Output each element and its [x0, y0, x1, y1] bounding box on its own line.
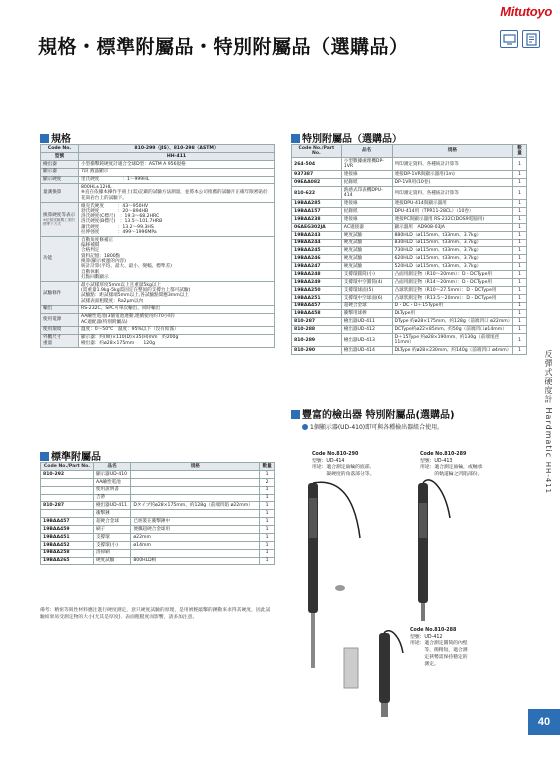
spec-value: 自動角度修補正 偏移補償 合格判定 資料記憶：1800點 換算(顯示被運的內容) 統計計算(平均、最大、最小、變幅、標準差) 自動休眠 打點回數顯示 [79, 237, 275, 282]
cell-name: 硬度試驗 [341, 231, 392, 239]
cell-spec: 已經裝在衝擊錘中 [131, 518, 260, 526]
cell-code: 19BAA457 [41, 518, 94, 526]
cell-name: 衝擊錘 [93, 510, 130, 518]
table-row [292, 278, 527, 286]
cell-spec: DLType用 [392, 310, 513, 318]
spec-label: 顯示硬度 [41, 176, 79, 184]
cell-spec: 連接DPU-414與顯示器用 [392, 200, 513, 208]
cell-code: 19BAA457 [292, 302, 342, 310]
detector-ud412-caption: Code No.810-288 型號：UD-412 用途：適合測定圓筒的內壁 等，簡稍短，適合測 定狹勢需保持穩定的 測定。 [410, 628, 468, 667]
cell-name: 超硬合金球 [93, 518, 130, 526]
cell-qty: 1 [260, 541, 275, 549]
spec-label: 換算硬度等表示 ※依照試驗機工業的標準下方式 [41, 202, 79, 236]
cell-qty: 1 [513, 286, 527, 294]
cell-name: 清掃刷 [93, 549, 130, 557]
std-acc-table [40, 462, 275, 565]
cell-code [41, 486, 94, 494]
cell-code: 19BAA250 [292, 286, 342, 294]
brand-logo: Mitutoyo [500, 4, 552, 19]
cell-spec: 列印測定資料、各種統計計算等 [392, 187, 513, 200]
spec-section-title: 規格 [40, 130, 71, 145]
cell-code: 19BAA258 [41, 549, 94, 557]
table-row [292, 286, 527, 294]
cell-code: 810-287 [292, 318, 342, 326]
table-row [292, 347, 527, 355]
cell-name: 硬度試驗 [341, 239, 392, 247]
cell-qty: 1 [260, 533, 275, 541]
table-row [292, 171, 527, 179]
cell-name: AA鹼性電池 [93, 478, 130, 486]
table-row [292, 208, 527, 216]
table-row [292, 302, 527, 310]
cell-code: 19BAA157 [292, 208, 342, 216]
spec-row [41, 160, 275, 168]
code-label: Code No. [41, 145, 79, 153]
cell-qty: 1 [513, 255, 527, 263]
cell-code: 19BAA246 [292, 255, 342, 263]
detector-section-title: 豐富的檢出器 特別附屬品(選購品) [291, 406, 455, 421]
table-row [41, 502, 275, 510]
cell-qty: 1 [260, 526, 275, 534]
cell-name: 熱感式印表機DPU-414 [341, 187, 392, 200]
cell-name: 硬度試驗 [341, 263, 392, 271]
cell-name: 連接線 [341, 200, 392, 208]
cell-qty: 1 [513, 215, 527, 223]
opt-acc-section-title: 特別附屬品（選購品） [291, 130, 402, 145]
table-row [41, 541, 275, 549]
model-value: HH-411 [79, 152, 275, 160]
spec-value: 7段 液晶顯示 [79, 168, 275, 176]
table-row [41, 518, 275, 526]
spec-label: 檢出器 [41, 160, 79, 168]
detector-intro: 1個顯示器(UD-410)即可與各種檢出器組合使用。 [302, 422, 443, 431]
table-row [41, 494, 275, 502]
display-icon [522, 30, 540, 48]
spec-row [41, 202, 275, 236]
code-value: 810-299（JIS）、810-298（ASTM） [79, 145, 275, 153]
cell-code: 19BAA452 [41, 541, 94, 549]
table-row [41, 478, 275, 486]
cell-spec [131, 486, 260, 494]
cell-code: 19BAA251 [292, 294, 342, 302]
cell-qty: 1 [260, 549, 275, 557]
cell-qty: 1 [513, 263, 527, 271]
cell-spec: 520HLD（ø115mm、t33mm、3.7kg） [392, 263, 513, 271]
cell-spec: 連接PC與顯示器用 RS-232C(DOS9電腦用) [392, 215, 513, 223]
cell-qty: 1 [260, 494, 275, 502]
cell-name: 檢出器UD-411 [93, 502, 130, 510]
cell-code: 19BAA285 [292, 200, 342, 208]
table-row [292, 263, 527, 271]
table-header: 數量 [260, 463, 275, 471]
remark-note: 備考：精密等與性材料應注進行硬度測定，意只硬度試驗的原理，是用被輕敲擊的錘動來求得其硬度，因此試驗結果易受測定物的大小(尤其是厚度)、表面粗糙度而影響，請多加注意。 [40, 608, 271, 620]
cell-spec: DLType 約ø28×230mm、約140g（前端凹口 ø4mm） [392, 347, 513, 355]
cell-code: 19BAA245 [292, 247, 342, 255]
table-row [41, 470, 275, 478]
spec-value: 顯示器：約(W)×110(D)×35(H)mm 約200g 檢出器：約ø28×175mm 120g [79, 334, 275, 347]
spec-row [41, 168, 275, 176]
cell-qty: 1 [513, 334, 527, 347]
cell-spec [131, 510, 260, 518]
cell-name: 顯示器UD-410 [93, 470, 130, 478]
spec-label: 量測換算 [41, 184, 79, 202]
table-row [292, 255, 527, 263]
table-row [41, 510, 275, 518]
cell-spec [131, 549, 260, 557]
spec-value: 小型衝擊鈍硬度計適合全球D型：ASTM A 956規格 [79, 160, 275, 168]
table-header: 品名 [93, 463, 130, 471]
cell-qty: 1 [513, 179, 527, 187]
cell-qty: 1 [513, 326, 527, 334]
table-row [292, 179, 527, 187]
cell-spec: D・DC・D＋15Type用 [392, 302, 513, 310]
spec-value: 溫度：0～50℃ 濕度：95%以下（沒有結霧） [79, 326, 275, 334]
cell-qty: 1 [513, 294, 527, 302]
table-row [292, 239, 527, 247]
cell-qty: 1 [513, 239, 527, 247]
cell-spec: DType 約ø28×175mm、約128g（前端凹口 ø22mm） [392, 318, 513, 326]
table-row [292, 334, 527, 347]
cell-name: 連接線 [341, 171, 392, 179]
spec-label: 功能 [41, 237, 79, 282]
cell-name: 支撐環(小) [93, 541, 130, 549]
table-row [41, 526, 275, 534]
spec-value: 最小試樣厚度5mm以上且重量5kg以上 (需重量1.9kg-5kg需固定在整固的支撐台上都可試驗) 試驗點：距試樣端5mm以上,各試驗點間應3mm以上 試樣表面粗糙度：Ra2μm以內 [79, 281, 275, 305]
table-header: Code No./Part No. [292, 145, 342, 158]
cell-name: 支撐環中空圓筒(4) [341, 278, 392, 286]
cell-code: 810-287 [41, 502, 94, 510]
table-row [292, 215, 527, 223]
cell-spec: 便攜超硬合金球用 [131, 526, 260, 534]
spec-label: 顯示器 [41, 168, 79, 176]
cell-qty: 1 [260, 518, 275, 526]
table-row [292, 200, 527, 208]
detector-ud413-caption: Code No.810-289 型號：UD-413 用途：適合測定齒輪，或軸承 的軌道輪之凹陷部份。 [420, 452, 483, 478]
cell-code: 19BAA243 [292, 231, 342, 239]
bullet-icon [302, 424, 308, 430]
cell-qty: 1 [260, 510, 275, 518]
table-row [292, 247, 527, 255]
cell-spec: ø14mm [131, 541, 260, 549]
cell-code [41, 478, 94, 486]
spec-row [41, 176, 275, 184]
table-row [292, 158, 527, 171]
cell-name: 支撐環球面(5) [341, 286, 392, 294]
table-row [292, 318, 527, 326]
cell-qty: 1 [260, 557, 275, 565]
cell-code: 810-288 [292, 326, 342, 334]
cell-qty: 1 [513, 310, 527, 318]
probe-ud412-image [365, 628, 405, 728]
cell-qty: 1 [260, 486, 275, 494]
cell-code: 937387 [292, 171, 342, 179]
cell-name: 檢出器UD-411 [341, 318, 392, 326]
spec-value: 800HL±12HL ※直在依據本操作手冊上(需)記載的試驗方法測量，並將本公司推薦的試驗片正確年限密貼於花崗岩台上的試驗下。 [79, 184, 275, 202]
cell-name: 紀錄紙 [341, 208, 392, 216]
cell-name: 超硬合金球 [341, 302, 392, 310]
spec-value: RS-232C、SPC可單次輸出、同時輸出 [79, 305, 275, 313]
data-output-icon [500, 30, 518, 48]
cell-spec: 列印測定資料、各種統計計算等 [392, 158, 513, 171]
cell-code: 19BAA451 [41, 533, 94, 541]
cell-spec: 凸面用測定物（R14～20mm）：D・DCType用 [392, 278, 513, 286]
cell-spec [131, 494, 260, 502]
spec-row [41, 326, 275, 334]
cell-name: 檢出器UD-413 [341, 334, 392, 347]
probe-ud413-image [400, 478, 460, 628]
spec-row [41, 281, 275, 305]
spec-sublabel: ※依照試驗機工業的標準下方式 [43, 217, 75, 227]
cell-code: 810-292 [41, 470, 94, 478]
cell-spec: 連接DP-1VR與顯示器用(1m) [392, 171, 513, 179]
table-row [292, 294, 527, 302]
cell-qty: 1 [513, 278, 527, 286]
cell-spec: ø22mm [131, 533, 260, 541]
table-row [41, 557, 275, 565]
cell-qty: 1 [513, 318, 527, 326]
cell-name: 支撐環圓筒(小) [341, 271, 392, 279]
model-label: 型號 [41, 152, 79, 160]
table-row [292, 310, 527, 318]
cell-name: 檢出器UD-414 [341, 347, 392, 355]
cell-qty: 1 [513, 200, 527, 208]
spec-label: 輸出 [41, 305, 79, 313]
cell-qty: 2 [260, 478, 275, 486]
cell-name: 小型數據處理機DP-1VR [341, 158, 392, 171]
cell-qty: 1 [513, 347, 527, 355]
spec-row [41, 313, 275, 326]
cell-qty: 1 [513, 158, 527, 171]
spec-value: 維克氏硬度 ：43～950HV 勃氏硬度 ：20～894HB 洛氏硬度(C標尺) ：19.3～68.2HRC 洛氏硬度(B標尺) ：13.5～101.7HRB 蕭氏硬度 ：13.2～99.3HS 拉伸強度 ：499～1996MPa [79, 202, 275, 236]
cell-name: 刷子 [93, 526, 130, 534]
cell-spec: 830HLD（ø115mm、t33mm、3.7kg） [392, 239, 513, 247]
spec-label: 使用電源 [41, 313, 79, 326]
table-row [292, 326, 527, 334]
table-row [41, 533, 275, 541]
table-header: 規格 [392, 145, 513, 158]
side-index: 反彈式硬度計 Hardmatic HH-411 [544, 350, 553, 495]
cell-name: AC適接器 [341, 223, 392, 231]
spec-table [40, 144, 275, 348]
spec-row [41, 237, 275, 282]
cell-qty: 1 [513, 302, 527, 310]
cell-qty: 1 [260, 502, 275, 510]
cell-spec: DP-1VR用(10卷) [392, 179, 513, 187]
cell-spec: 800HLD相 [131, 557, 260, 565]
table-row [41, 486, 275, 494]
probe-ud414-image [300, 478, 370, 718]
detector-ud414-caption: Code No.810-290 型號：UD-414 用途：適合測定齒輪的底部、 凝硬度的角落部分等。 [312, 452, 375, 478]
cell-code: 19BAA238 [292, 215, 342, 223]
table-row [292, 223, 527, 231]
cell-code: 264-504 [292, 158, 342, 171]
cell-spec: Dタイプ約ø28×175mm、約128g（前端凹陷 ø22mm） [131, 502, 260, 510]
cell-spec: 顯示器用 AD908-03JA [392, 223, 513, 231]
page-number: 40 [528, 709, 560, 735]
cell-spec: DPU-414用（TPR11-28CL）（10卷） [392, 208, 513, 216]
cell-qty: 1 [513, 223, 527, 231]
cell-name: 硬度試驗 [93, 557, 130, 565]
cell-name: 吉帶 [93, 494, 130, 502]
spec-label: 試驗條件 [41, 281, 79, 305]
cell-code: 06AEG302JA [292, 223, 342, 231]
cell-code: 810-622 [292, 187, 342, 200]
cell-spec [131, 470, 260, 478]
cell-spec: 凸球狀測定物（R13.5～20mm）：D・DCType用 [392, 294, 513, 302]
title-icons [500, 30, 540, 48]
cell-qty: 1 [513, 271, 527, 279]
std-acc-section-title: 標準附屬品 [40, 448, 101, 463]
cell-name: 連接線 [341, 215, 392, 223]
spec-label: 外觀尺寸 重量 [41, 334, 79, 347]
page-title: 規格・標準附屬品・特別附屬品（選購品） [38, 36, 409, 58]
cell-code: 19BAA458 [292, 310, 342, 318]
cell-spec: 620HLD（ø115mm、t33mm、3.7kg） [392, 255, 513, 263]
cell-name: 紀錄紙 [341, 179, 392, 187]
cell-spec: 凸球狀測定物（R10～27.5mm）：D・DCType用 [392, 286, 513, 294]
cell-spec [131, 478, 260, 486]
table-row [292, 231, 527, 239]
cell-code: 810-290 [292, 347, 342, 355]
cell-code: 09EAA082 [292, 179, 342, 187]
cell-spec: 880HLD（ø115mm、t33mm、3.7kg） [392, 231, 513, 239]
cell-qty: 1 [513, 187, 527, 200]
spec-value: AA鹼性電池(3個電池連動,連續使用約70小時) AC適配器(特別附屬品) [79, 313, 275, 326]
spec-value: 里氏硬度 ：1～999HL [79, 176, 275, 184]
cell-qty: 1 [513, 231, 527, 239]
spec-label: 使用環境 [41, 326, 79, 334]
cell-name: 檢出器UD-412 [341, 326, 392, 334]
spec-row [41, 184, 275, 202]
cell-name: 硬度試驗 [341, 247, 392, 255]
cell-code: 19BAA249 [292, 278, 342, 286]
cell-qty: 1 [513, 247, 527, 255]
cell-name: 使用說明書 [93, 486, 130, 494]
cell-code: 19BAA247 [292, 263, 342, 271]
cell-spec: 凸面用測定物（R10～20mm）：D・DCType用 [392, 271, 513, 279]
cell-name: 硬度試驗 [341, 255, 392, 263]
table-row [292, 271, 527, 279]
cell-code: 19BAA248 [292, 271, 342, 279]
cell-code [41, 510, 94, 518]
cell-code: 19BAA244 [292, 239, 342, 247]
cell-name: 衝擊用球棒 [341, 310, 392, 318]
cell-code: 19BAA459 [41, 526, 94, 534]
cell-code: 19BAA265 [41, 557, 94, 565]
spec-row [41, 334, 275, 347]
cell-qty: 1 [260, 470, 275, 478]
table-header: 數量 [513, 145, 527, 158]
cell-spec: D＋15Type 約ø28×190mm、約130g（前端尾徑11mm） [392, 334, 513, 347]
cell-code: 810-289 [292, 334, 342, 347]
cell-name: 支撐環中空球面(6) [341, 294, 392, 302]
table-row [292, 187, 527, 200]
cell-spec: 730HLD（ø115mm、t33mm、3.7kg） [392, 247, 513, 255]
spec-row [41, 305, 275, 313]
cell-qty: 1 [513, 171, 527, 179]
cell-qty: 1 [513, 208, 527, 216]
cell-code [41, 494, 94, 502]
cell-name: 支撐環 [93, 533, 130, 541]
cell-spec: DCType約ø22×85mm、約50g（前端凹口ø14mm） [392, 326, 513, 334]
opt-acc-table [291, 144, 527, 355]
table-row [41, 549, 275, 557]
table-header: Code No./Part No. [41, 463, 94, 471]
table-header: 品名 [341, 145, 392, 158]
table-header: 規格 [131, 463, 260, 471]
